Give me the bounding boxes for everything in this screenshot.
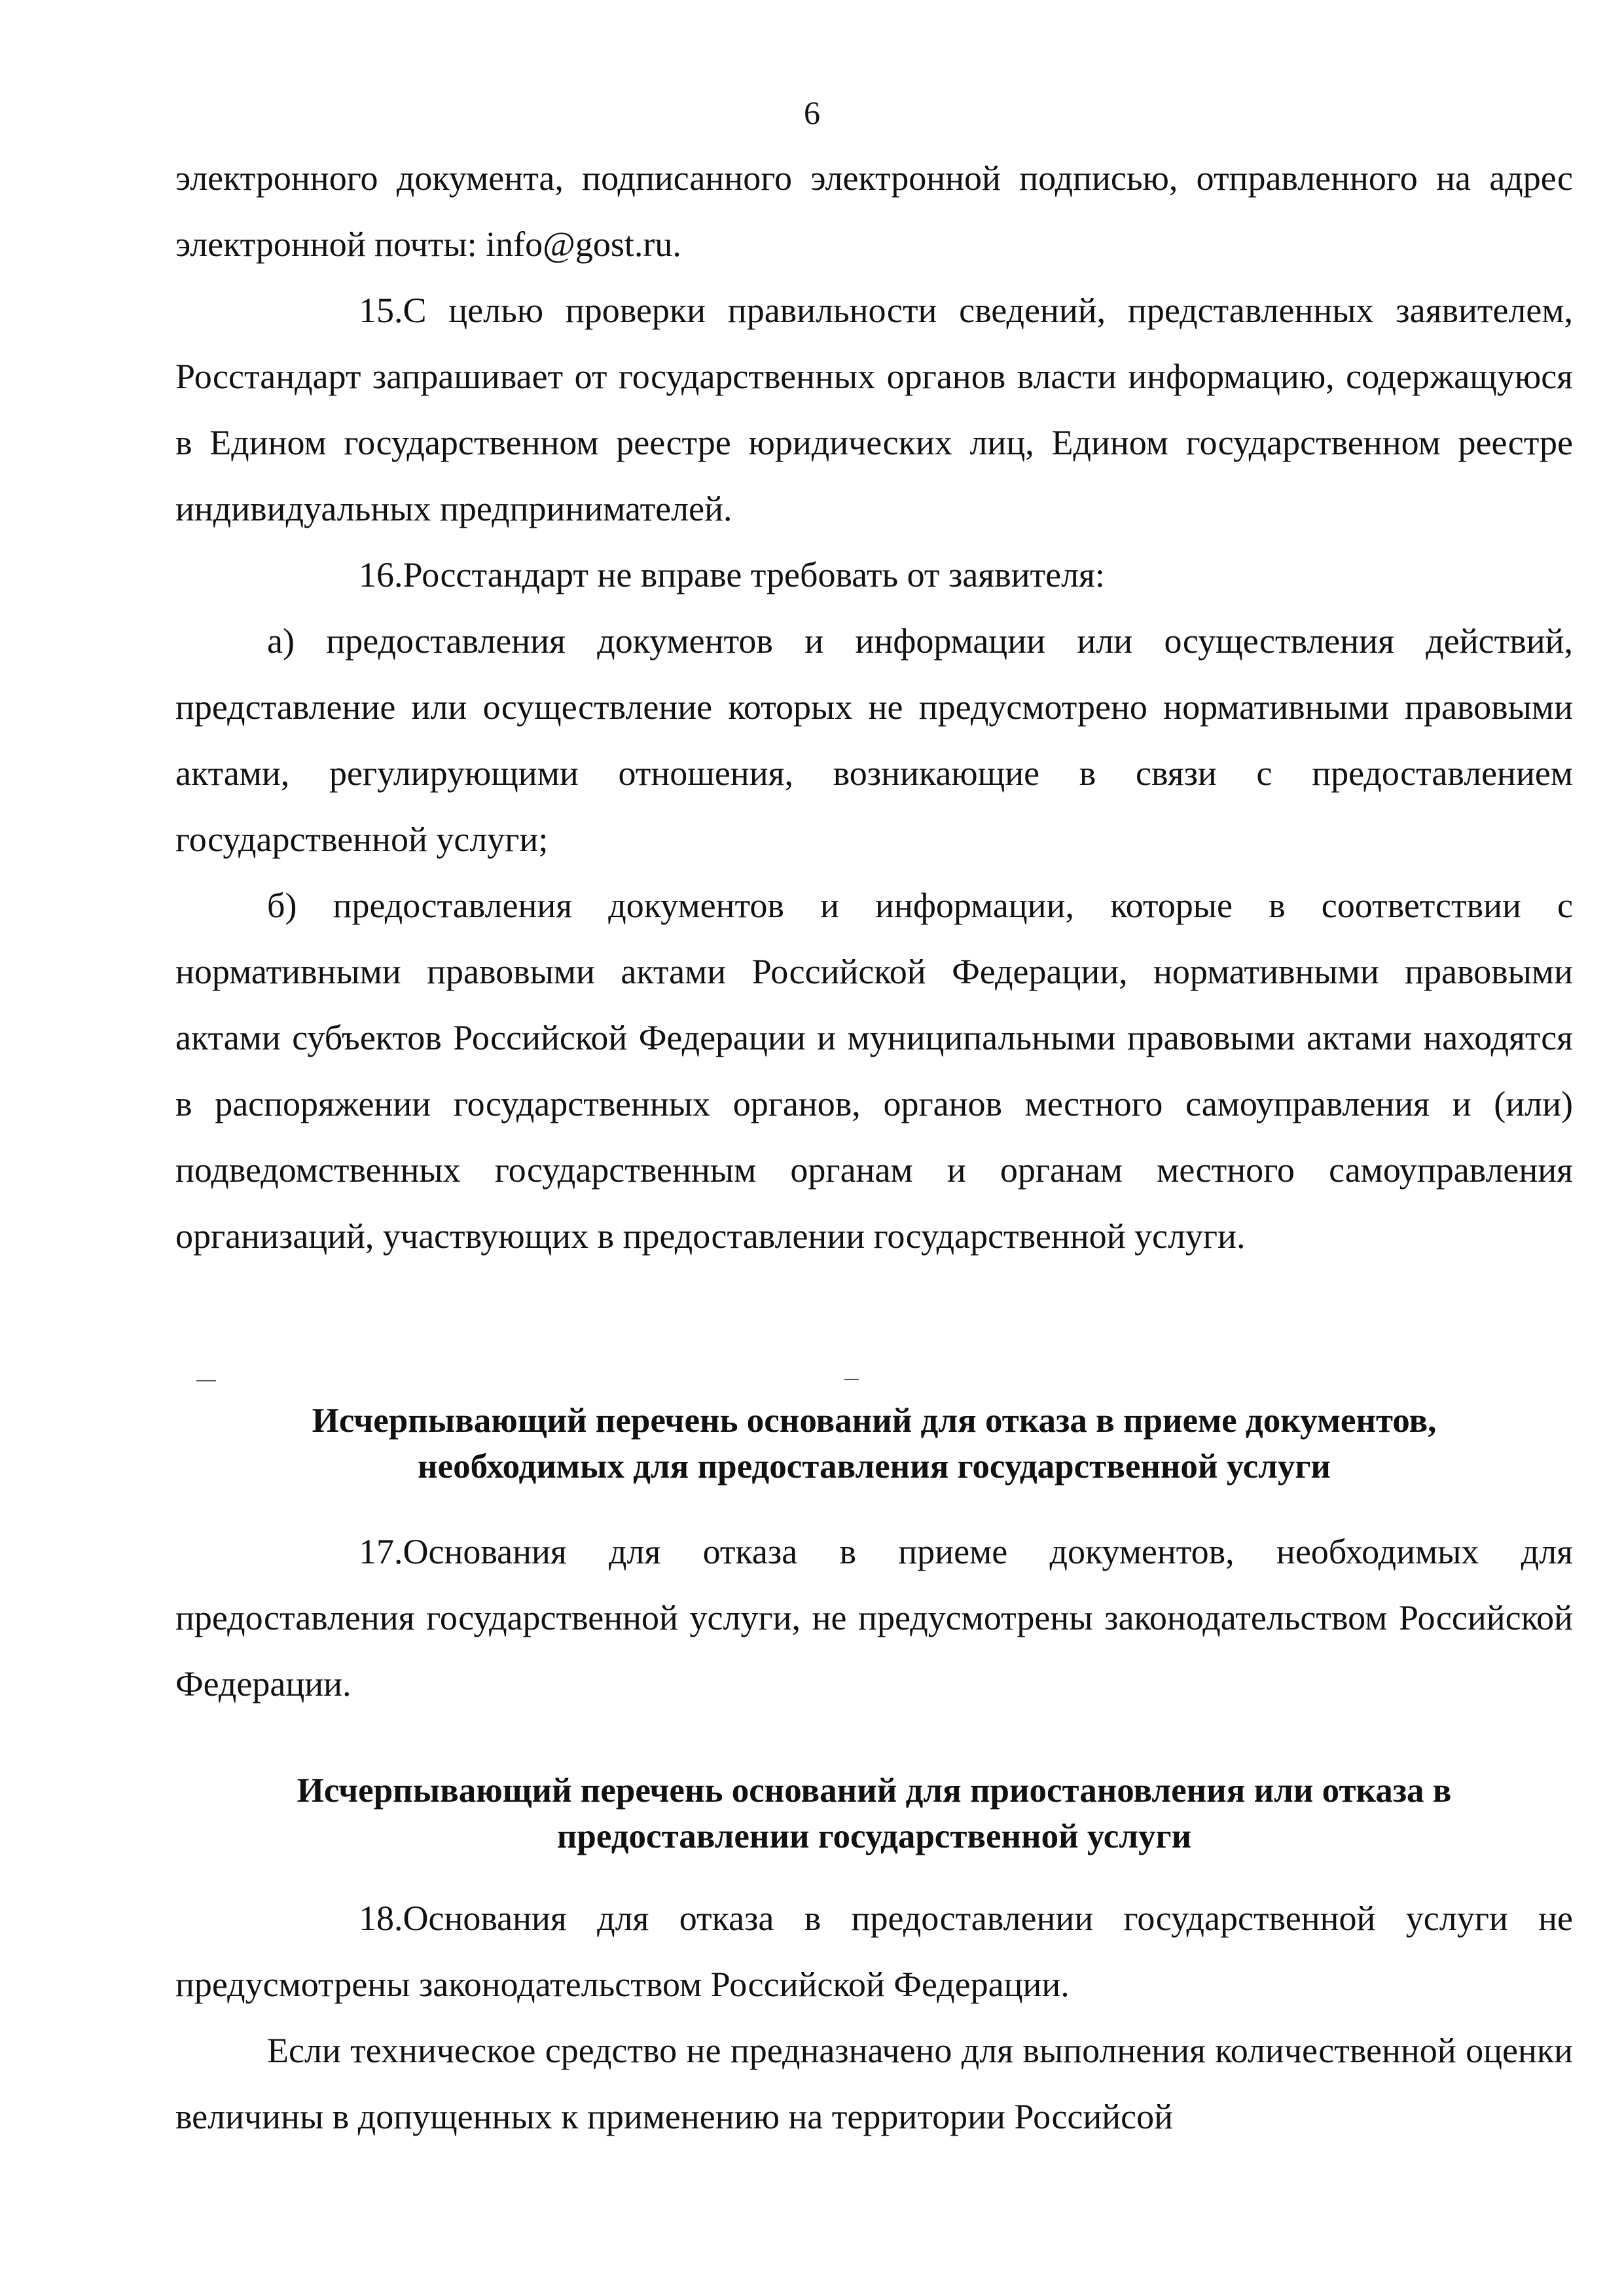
paragraph-16b: б) предоставления документов и информации, которые в соответствии с нормативными правовыми актами Российской Федерации, нормативными правовыми актами субъектов Российской Федерации и муниципальными правовыми актами находятся в распоряжении государственных органов, органов местного самоуправления и (или) подведомственных государственным органам и органам местного самоуправления организаций, участвующих в предоставлении государственной услуги.: [175, 886, 1573, 1256]
paragraph-16a: а) предоставления документов и информации или осуществления действий, представление или осуществление которых не предусмотрено нормативными правовыми актами, регулирующими отношения, возникающие в связи с предоставлением государственной услуги;: [175, 621, 1573, 859]
page-number: 6: [804, 94, 820, 131]
paragraph-17: [175, 1519, 1573, 1717]
heading-line: Исчерпывающий перечень оснований для приостановления или отказа в: [297, 1772, 1452, 1810]
section-heading-suspension-refusal: [175, 1768, 1573, 1859]
scan-artifact: [844, 1379, 859, 1380]
paragraph-number: 17.: [359, 1532, 403, 1571]
heading-line: Исчерпывающий перечень оснований для отказа в приеме документов,: [312, 1402, 1437, 1440]
paragraph-number: 18.: [359, 1899, 403, 1938]
paragraph-18: [175, 1886, 1573, 2018]
section-heading-refusal-documents: [175, 1398, 1573, 1489]
paragraph-text: Росстандарт не вправе требовать от заявителя:: [403, 555, 1105, 594]
scan-artifact: [196, 1380, 216, 1381]
paragraph-15: [175, 278, 1573, 542]
paragraph-text: Основания для отказа в предоставлении государственной услуги не предусмотрены законодательством Российской Федерации.: [175, 1899, 1573, 2004]
paragraph-text: С целью проверки правильности сведений, представленных заявителем, Росстандарт запрашивает от государственных органов власти информацию, содержащуюся в Едином государственном реестре юридических лиц, Едином государственном реестре индивидуальных предпринимателей.: [175, 291, 1573, 528]
heading-line: предоставлении государственной услуги: [556, 1817, 1192, 1855]
paragraph-continuation: электронного документа, подписанного электронной подписью, отправленного на адрес электронной почты: info@gost.ru.: [175, 158, 1573, 264]
body-text-17: [175, 1519, 1573, 1717]
paragraph-number: 16.: [359, 555, 403, 594]
heading-line: необходимых для предоставления государственной услуги: [418, 1448, 1331, 1485]
body-text-top: [175, 145, 1573, 1269]
paragraph-technical-means: Если техническое средство не предназначено для выполнения количественной оценки величины в допущенных к применению на территории Российсой: [175, 2031, 1573, 2136]
paragraph-text: Основания для отказа в приеме документов, необходимых для предоставления государственной услуги, не предусмотрены законодательством Российской Федерации.: [175, 1532, 1573, 1704]
body-text-18: [175, 1886, 1573, 2150]
paragraph-16: [175, 542, 1573, 608]
paragraph-number: 15.: [359, 291, 403, 330]
